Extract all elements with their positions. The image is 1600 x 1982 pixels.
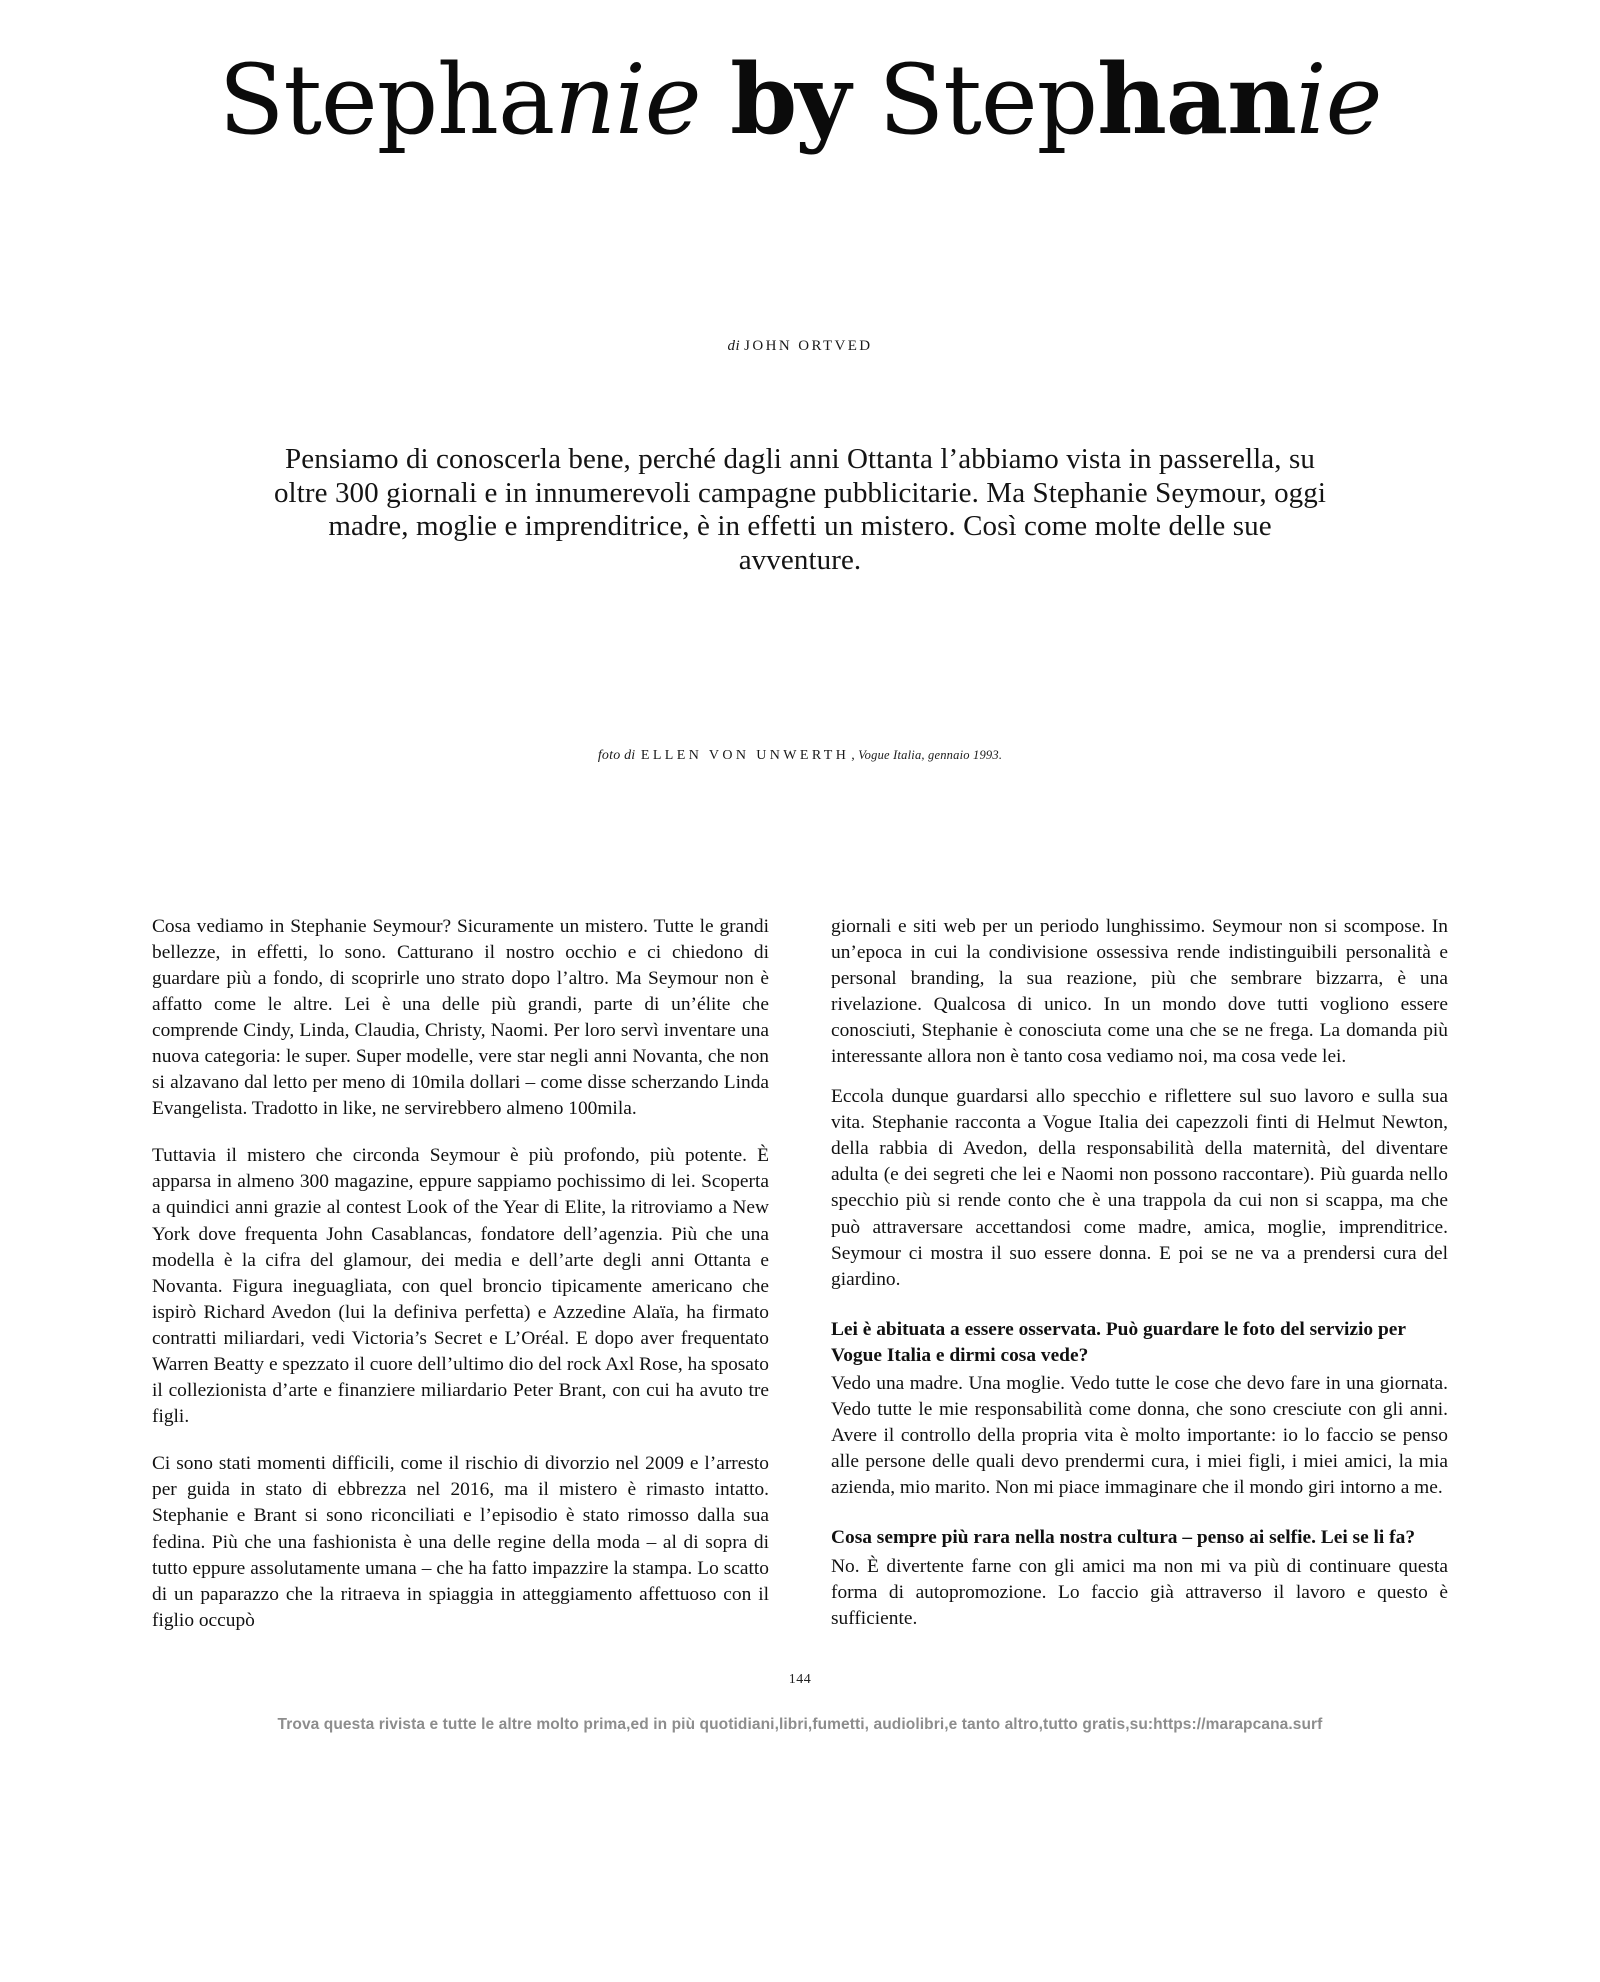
headline-word-1: Stepha — [218, 44, 555, 156]
byline-author: JOHN ORTVED — [744, 338, 873, 354]
paragraph: Cosa vediamo in Stephanie Seymour? Sicuramente un mistero. Tutte le grandi bellezze, in effetti, lo sono. Catturano il nostro occhio e ci chiedono di guardare più a fondo, di scoprirle uno strato dopo l’altro. Ma Seymour non è affatto come le altre. Lei è una delle più grandi, parte di un’élite che comprende Cindy, Linda, Claudia, Christy, Naomi. Per loro servì inventare una nuova categoria: le super. Super modelle, vere star negli anni Novanta, che non si alzavano dal letto per meno di 10mila dollari – come disse scherzando Linda Evangelista. Tradotto in like, ne servirebbero almeno 100mila. — [152, 915, 769, 1120]
photo-credit-label: foto di — [597, 747, 636, 763]
photo-credit-comma: , — [851, 747, 855, 763]
page-title — [0, 0, 1600, 156]
paragraph: Eccola dunque guardarsi allo specchio e riflettere sul suo lavoro e sulla sua vita. Stephanie racconta a Vogue Italia dei capezzoli finti di Helmut Newton, della rabbia di Avedon, della responsabilità della maternità, del diventare adulta (e dei segreti che lei e Naomi non possono raccontare). Più guarda nello specchio più si rende conto che è una trappola da cui non si scappa, ma che può attraversare accettandosi come madre, amica, moglie, imprenditrice. Seymour ci mostra il suo essere donna. E poi se ne va a prendersi cura del giardino. — [831, 1086, 1448, 1290]
photo-credit-source: Vogue Italia, gennaio 1993. — [858, 747, 1003, 762]
photo-credit — [0, 748, 1600, 764]
headline-word-by: by — [730, 43, 849, 156]
interview-question: Lei è abituata a essere osservata. Può guardare le foto del servizio per Vogue Italia e dirmi cosa vede? — [831, 1318, 1406, 1366]
headline-word-2b: han — [1097, 43, 1296, 156]
column-left — [152, 914, 769, 1634]
body-columns — [152, 914, 1448, 1646]
photographer-name: ELLEN VON UNWERTH — [640, 747, 850, 763]
paragraph: Ci sono stati momenti difficili, come il rischio di divorzio nel 2009 e l’arresto per guida in stato di ebbrezza nel 2016, ma il mistero è rimasto intatto. Stephanie e Brant si sono riconciliati e l’episodio è stato rimosso dalla sua fedina. Più che una fashionista è una delle regine della moda – al di sopra di tutto eppure assolutamente umana – che ha fatto impazzire la stampa. Lo scatto di un paparazzo che la ritraeva in spiaggia in atteggiamento affettuoso con il figlio occupò — [152, 1453, 769, 1631]
paragraph: Tuttavia il mistero che circonda Seymour è più profondo, più potente. È apparsa in almeno 300 magazine, eppure sappiamo pochissimo di lei. Scoperta a quindici anni grazie al contest Look of the Year di Elite, la ritroviamo a New York dove frequenta John Casablancas, fondatore dell’agenzia. Più che una modella è la cifra del glamour, dei media e dell’arte degli anni Ottanta e Novanta. Figura ineguagliata, con quel broncio tipicamente americano che ispirò Richard Avedon (lui la definiva perfetta) e Azzedine Alaïa, ha firmato contratti miliardari, vedi Victoria’s Secret e L’Oréal. E dopo aver frequentato Warren Beatty e spezzato il cuore dell’ultimo dio del rock Axl Rose, ha sposato il collezionista d’arte e finanziere miliardario Peter Brant, con cui ha avuto tre figli. — [152, 1145, 769, 1428]
interview-answer: Vedo una madre. Una moglie. Vedo tutte le cose che devo fare in una giornata. Vedo tutte le mie responsabilità come donna, che sono cresciute con gli anni. Avere il controllo della propria vita è molto importante: io lo faccio se penso alle persone delle quali devo prendermi cura, i miei figli, i miei amici, la mia azienda, mio marito. Non mi piace immaginare che il mondo giri intorno a me. — [831, 1373, 1448, 1499]
standfirst: Pensiamo di conoscerla bene, perché dagli anni Ottanta l’abbiamo vista in passerella, su oltre 300 giornali e in innumerevoli campagne pubblicitarie. Ma Stephanie Seymour, oggi madre, moglie e imprenditrice, è in effetti un mistero. Così come molte delle sue avventure. — [273, 443, 1327, 576]
interview-answer: No. È divertente farne con gli amici ma non mi va più di continuare questa forma di autopromozione. Lo faccio già attraverso il lavoro e questo è sufficiente. — [831, 1555, 1448, 1629]
column-right — [831, 914, 1448, 1646]
page-number: 144 — [788, 1671, 812, 1687]
headline-word-2c: ie — [1295, 44, 1382, 156]
interview-question: Cosa sempre più rara nella nostra cultura – penso ai selfie. Lei se li fa? — [831, 1527, 1416, 1549]
headline-word-1b: nie — [554, 44, 701, 156]
paragraph: giornali e siti web per un periodo lunghissimo. Seymour non si scompose. In un’epoca in cui la condivisione ossessiva rende indistinguibili personalità e personal branding, la sua reazione, più che sembrare bizzarra, è una rivelazione. Qualcosa di unico. In un mondo dove tutti vogliono essere conosciuti, Stephanie è conosciuta come una che se ne frega. La domanda più interessante allora non è tanto cosa vediamo noi, ma cosa vede lei. — [831, 915, 1448, 1067]
headline-word-2: Step — [878, 44, 1098, 156]
byline — [0, 338, 1600, 355]
byline-prefix: di — [727, 338, 741, 354]
footer-banner: Trova questa rivista e tutte le altre molto prima,ed in più quotidiani,libri,fumetti, audiolibri,e tanto altro,tutto gratis,su:https://marapcana.surf — [277, 1715, 1323, 1733]
